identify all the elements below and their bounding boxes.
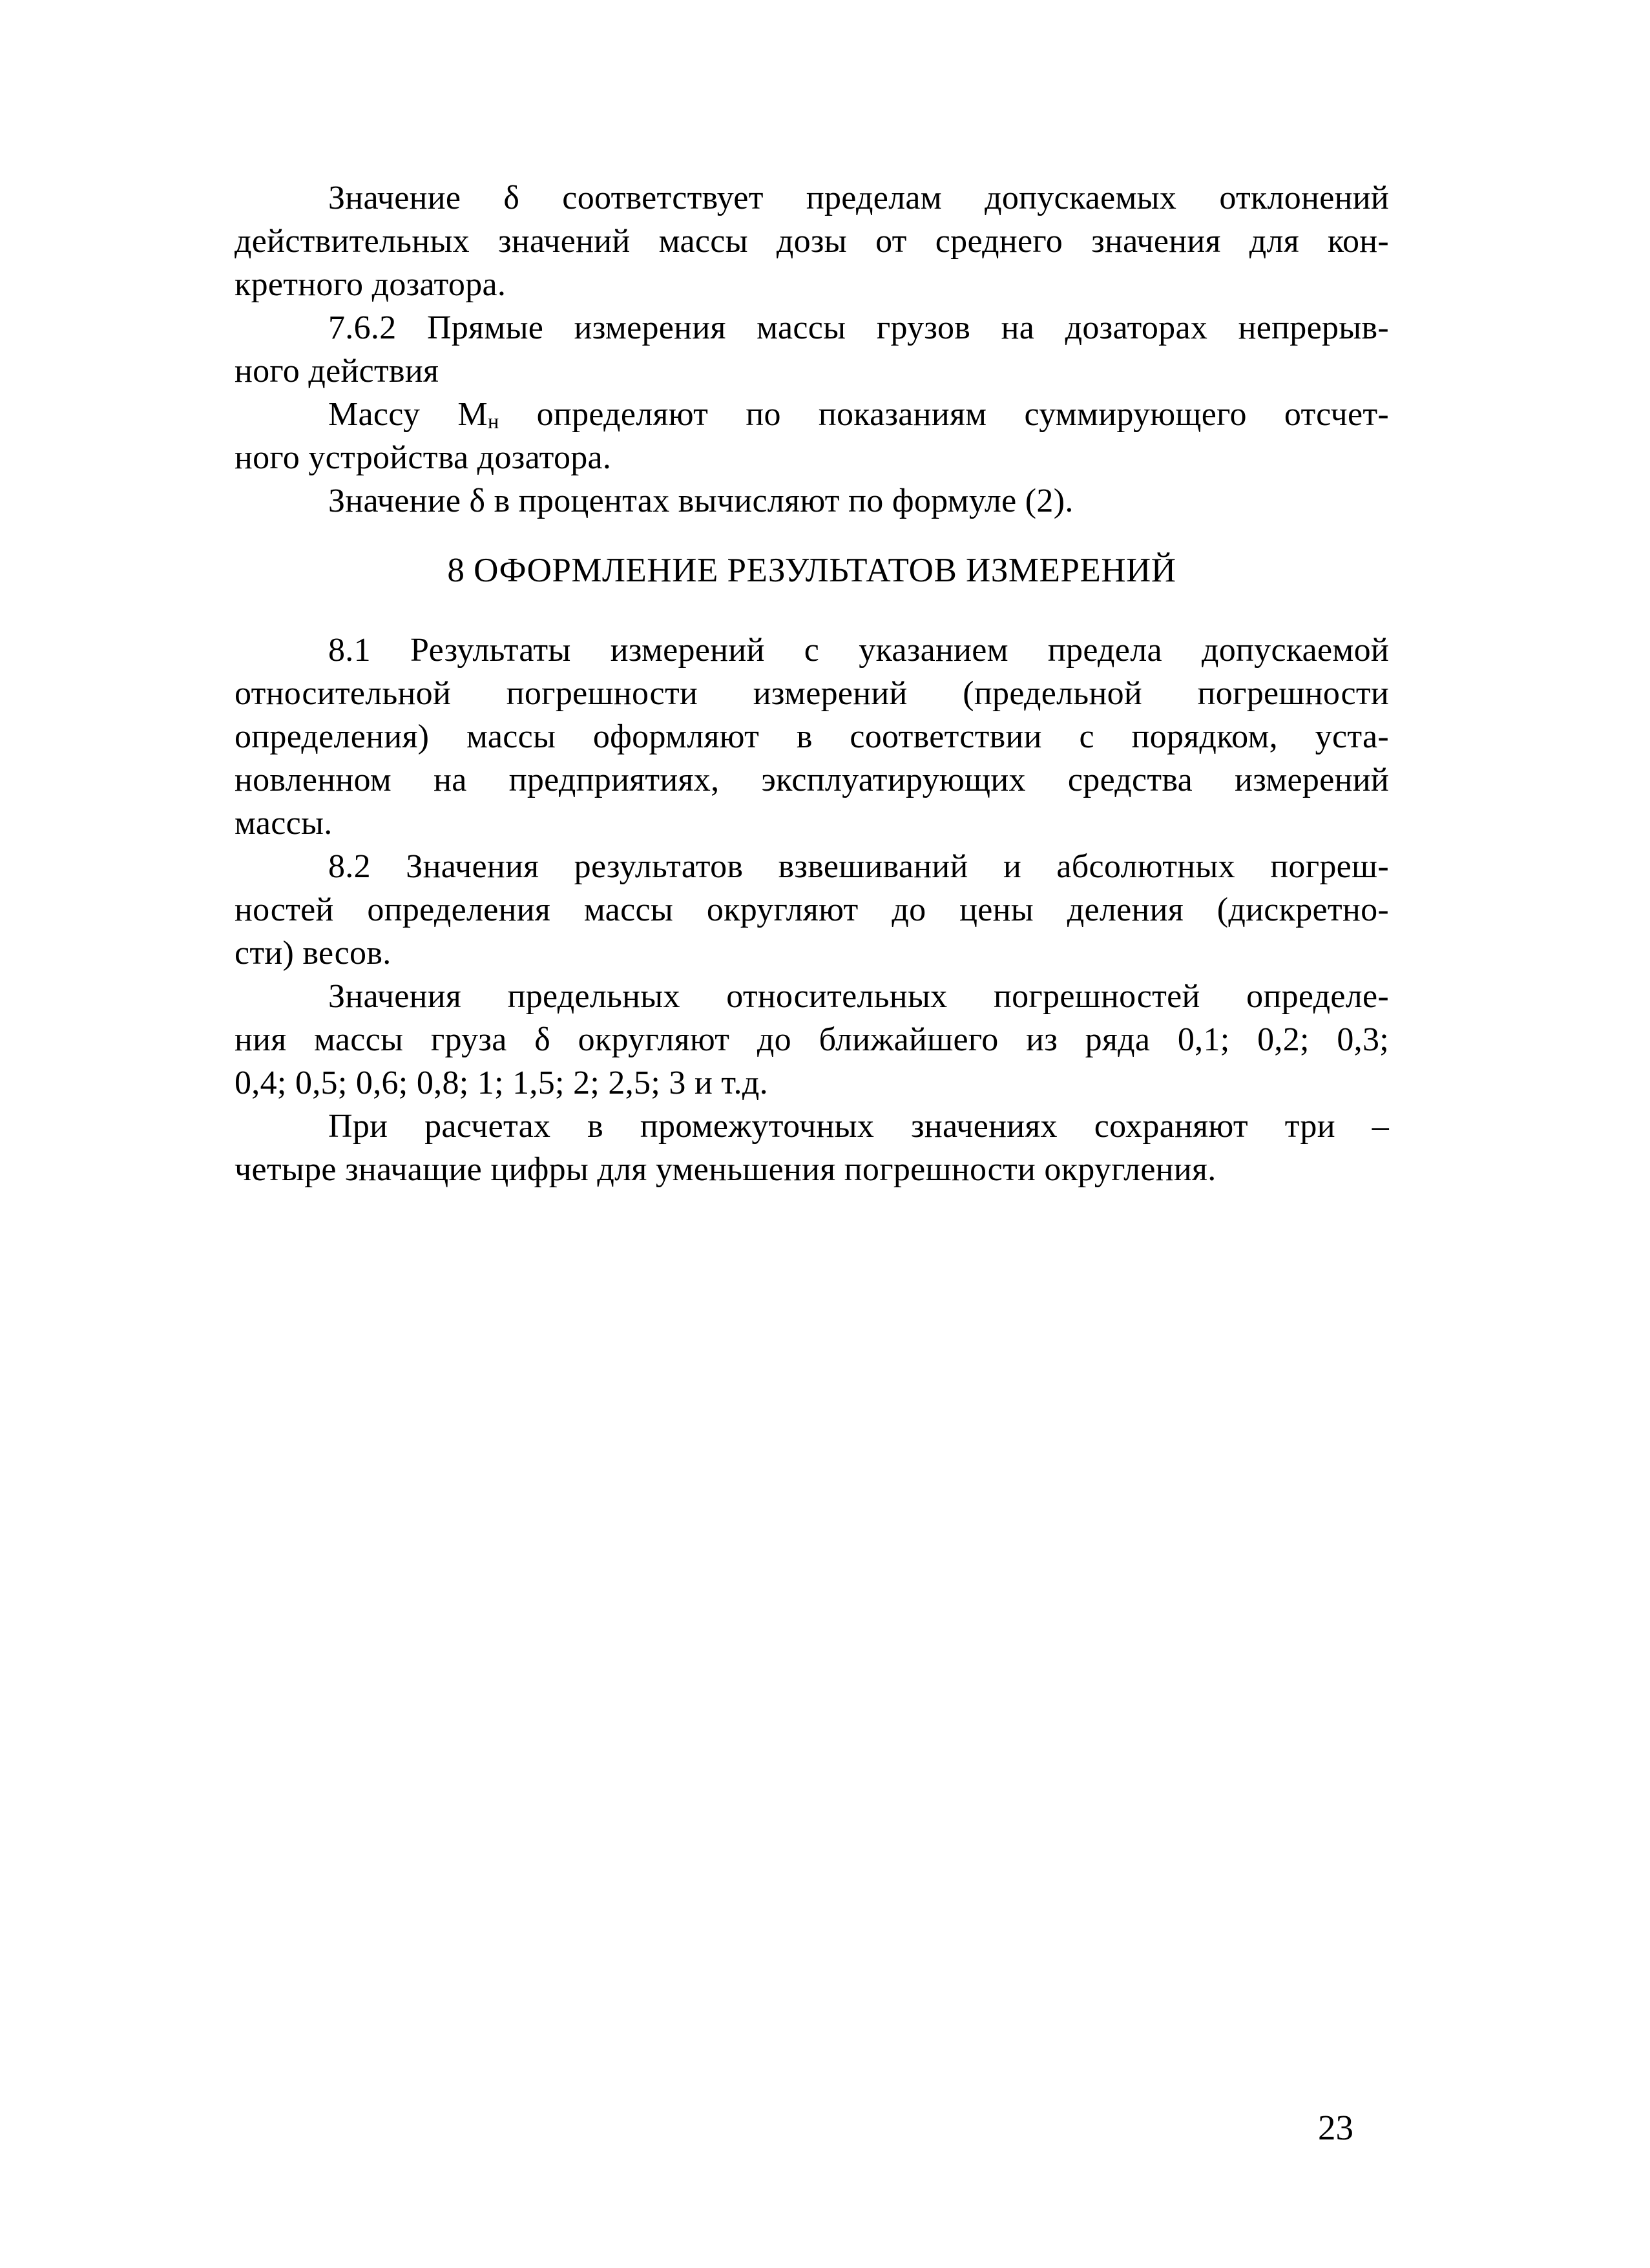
text-line: 8.1 Результаты измерений с указанием предела допускаемой: [328, 632, 1389, 669]
text-line: Значение δ соответствует пределам допускаемых отклонений: [328, 180, 1389, 216]
text-block: [235, 176, 1389, 1191]
paragraph: [235, 306, 1389, 393]
paragraph: [235, 1105, 1389, 1191]
text-line: ния массы груза δ округляют до ближайшего из ряда 0,1; 0,2; 0,3;: [235, 1021, 1389, 1058]
text-line: новленном на предприятиях, эксплуатирующих средства измерений: [235, 762, 1389, 798]
paragraph: [235, 393, 1389, 479]
paragraph: [235, 176, 1389, 306]
text-line: Значения предельных относительных погрешностей определе-: [328, 978, 1389, 1015]
text-line: ного действия: [235, 353, 439, 390]
text-line: определения) массы оформляют в соответствии с порядком, уста-: [235, 718, 1389, 755]
text-line: [235, 393, 1389, 436]
text-line: относительной погрешности измерений (предельной погрешности: [235, 675, 1389, 712]
text-line: ного устройства дозатора.: [235, 439, 612, 476]
page-number: 23: [1318, 2108, 1353, 2147]
text-line: кретного дозатора.: [235, 266, 506, 303]
text-line: При расчетах в промежуточных значениях сохраняют три –: [328, 1108, 1389, 1145]
text-line: сти) весов.: [235, 935, 392, 972]
text-line: массы.: [235, 805, 333, 842]
text-line: действительных значений массы дозы от среднего значения для кон-: [235, 223, 1389, 260]
text-line: Значение δ в процентах вычисляют по формуле (2).: [328, 483, 1074, 519]
text-line: четыре значащие цифры для уменьшения погрешности округления.: [235, 1151, 1217, 1188]
text-line: 7.6.2 Прямые измерения массы грузов на дозаторах непрерыв-: [328, 309, 1389, 346]
text-line: 8.2 Значения результатов взвешиваний и абсолютных погреш-: [328, 848, 1389, 885]
paragraph: [235, 975, 1389, 1105]
text-run: определяют по показаниям суммирующего отсчет-: [499, 396, 1389, 433]
text-line: 0,4; 0,5; 0,6; 0,8; 1; 1,5; 2; 2,5; 3 и т.д.: [235, 1065, 768, 1101]
section-heading: 8 ОФОРМЛЕНИЕ РЕЗУЛЬТАТОВ ИЗМЕРЕНИЙ: [447, 552, 1176, 589]
paragraph: [235, 845, 1389, 975]
paragraph: [235, 479, 1389, 523]
text-run: Массу М: [328, 396, 488, 433]
paragraph: [235, 629, 1389, 845]
text-line: ностей определения массы округляют до цены деления (дискретно-: [235, 891, 1389, 928]
subscript-n: н: [487, 410, 499, 433]
